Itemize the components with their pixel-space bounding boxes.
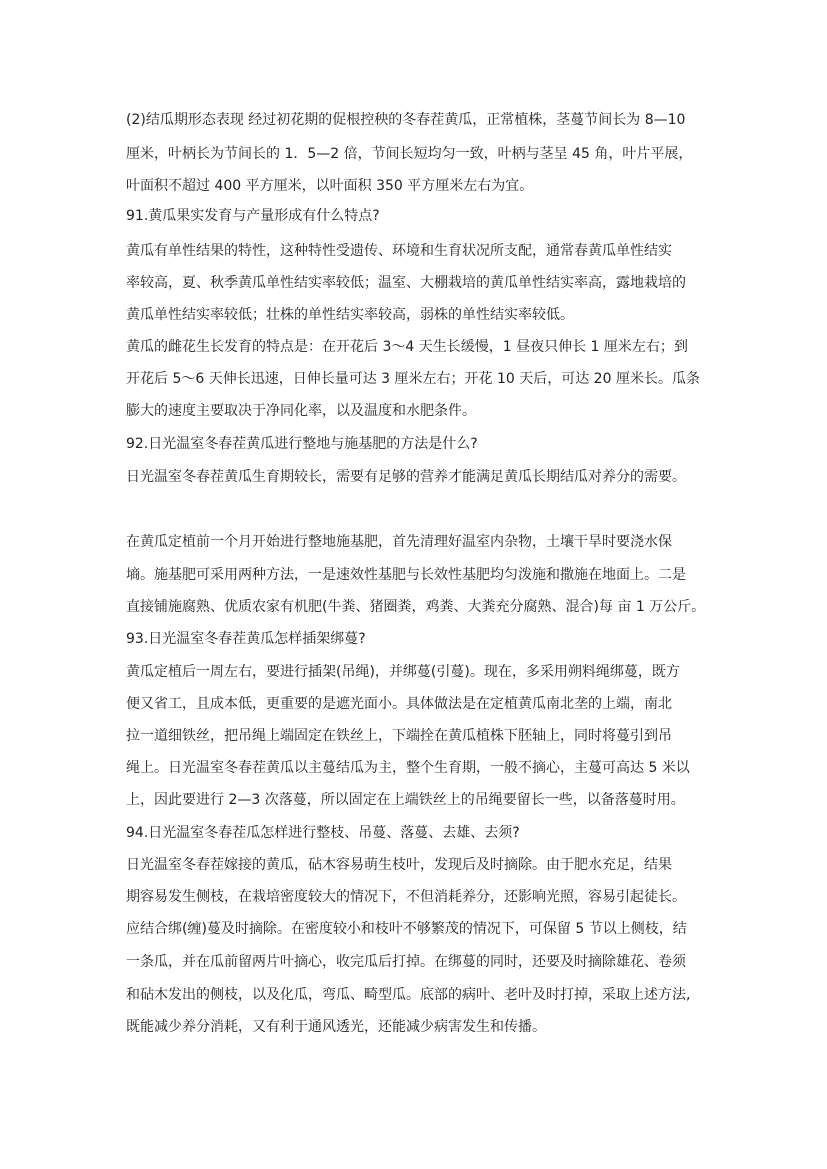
question-heading: 91.黄瓜果实发育与产量形成有什么特点? <box>126 208 380 224</box>
text-line: 开花后 5～6 天伸长迅速，日伸长量可达 3 厘米左右；开花 10 天后，可达 20 厘米长。瓜条 <box>126 371 700 387</box>
text-line: 直接铺施腐熟、优质农家有机肥(牛粪、猪圈粪，鸡粪、大粪充分腐熟、混合)每 亩 1 万公斤。 <box>126 599 706 615</box>
question-heading: 93.日光温室冬春茬黄瓜怎样插架绑蔓? <box>126 631 366 647</box>
text-line: 应结合绑(缠)蔓及时摘除。在密度较小和枝叶不够繁茂的情况下，可保留 5 节以上侧枝，结 <box>126 921 687 937</box>
question-heading: 94.日光温室冬春茬瓜怎样进行整枝、吊蔓、落蔓、去雄、去须? <box>126 825 520 841</box>
text-line: 期容易发生侧枝，在栽培密度较大的情况下，不但消耗养分，还影响光照，容易引起徒长。 <box>126 889 686 905</box>
text-line: 既能减少养分消耗，又有利于通风透光，还能减少病害发生和传播。 <box>126 1019 546 1035</box>
question-heading: 92.日光温室冬春茬黄瓜进行整地与施基肥的方法是什么? <box>126 436 478 452</box>
text-line: 日光温室冬春茬黄瓜生育期较长，需要有足够的营养才能满足黄瓜长期结瓜对养分的需要。 <box>126 469 686 485</box>
text-line: 厘米，叶柄长为节间长的 1．5—2 倍，节间长短均匀一致，叶柄与茎呈 45 角，叶片平展， <box>126 146 693 162</box>
text-line: 黄瓜有单性结果的特性，这种特性受遗传、环境和生育状况所支配，通常春黄瓜单性结实 <box>126 243 672 259</box>
text-line: 黄瓜单性结实率较低；壮株的单性结实率较高，弱株的单性结实率较低。 <box>126 307 574 323</box>
text-line: 上，因此要进行 2—3 次落蔓，所以固定在上端铁丝上的吊绳要留长一些，以备落蔓时用。 <box>126 792 685 808</box>
text-line: 在黄瓜定植前一个月开始进行整地施基肥，首先清理好温室内杂物，土壤干旱时要浇水保 <box>126 534 672 550</box>
text-line: 膨大的速度主要取决于净同化率，以及温度和水肥条件。 <box>126 403 476 419</box>
text-line: 黄瓜定植后一周左右，要进行插架(吊绳)，并绑蔓(引蔓)。现在，多采用朔料绳绑蔓，既方 <box>126 664 680 680</box>
text-line: 日光温室冬春茬嫁接的黄瓜，砧木容易萌生枝叶，发现后及时摘除。由于肥水充足，结果 <box>126 857 672 873</box>
text-line: (2)结瓜期形态表现 经过初花期的促根控秧的冬春茬黄瓜，正常植株，茎蔓节间长为 8—10 <box>126 112 686 128</box>
text-line: 拉一道细铁丝，把吊绳上端固定在铁丝上，下端拴在黄瓜植株下胚轴上，同时将蔓引到吊 <box>126 728 672 744</box>
text-line: 一条瓜，并在瓜前留两片叶摘心，收完瓜后打掉。在绑蔓的同时，还要及时摘除雄花、卷须 <box>126 954 686 970</box>
text-line: 黄瓜的雌花生长发育的特点是：在开花后 3～4 天生长缓慢，1 昼夜只伸长 1 厘米左右；到 <box>126 339 688 355</box>
text-line: 叶面积不超过 400 平方厘米，以叶面积 350 平方厘米左右为宜。 <box>126 178 534 194</box>
text-line: 墒。施基肥可采用两种方法，一是速效性基肥与长效性基肥均匀泼施和撒施在地面上。二是 <box>126 567 686 583</box>
text-line: 绳上。日光温室冬春茬黄瓜以主蔓结瓜为主，整个生育期，一般不摘心，主蔓可高达 5 米以 <box>126 760 690 776</box>
text-line: 和砧木发出的侧枝，以及化瓜，弯瓜、畸型瓜。底部的病叶、老叶及时打掉，采取上述方法, <box>126 987 691 1003</box>
text-line: 便又省工，且成本低，更重要的是遮光面小。具体做法是在定植黄瓜南北垄的上端，南北 <box>126 696 672 712</box>
text-line: 率较高，夏、秋季黄瓜单性结实率较低；温室、大棚栽培的黄瓜单性结实率高，露地栽培的 <box>126 275 686 291</box>
